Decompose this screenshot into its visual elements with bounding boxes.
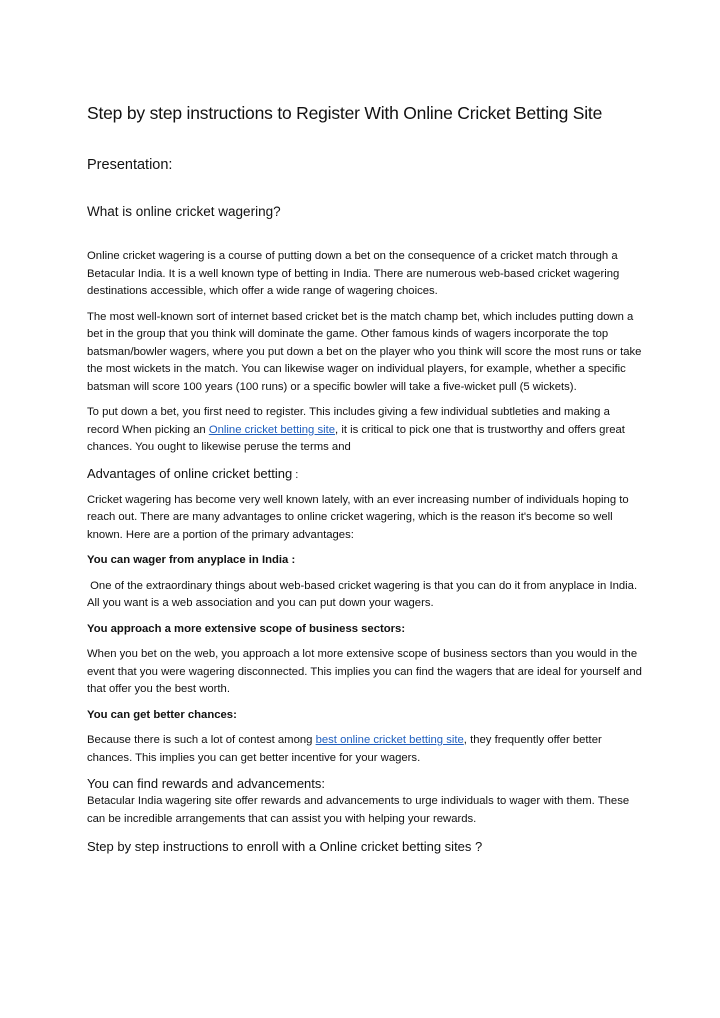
advantage-chances-heading: You can get better chances: bbox=[87, 708, 237, 721]
advantage-markets-heading: You approach a more extensive scope of business sectors: bbox=[87, 622, 406, 635]
advantage-anyplace-text: One of the extraordinary things about web-based cricket wagering is that you can do it from anyplace in India. All you want is a web association and you can put down your wagers. bbox=[87, 579, 640, 609]
register-text-before: To put down a bet, you first need to register. This includes giving a few individual subtleties and making a record When picking an bbox=[87, 406, 610, 436]
rewards-text: Betacular India wagering site offer rewards and advancements to urge individuals to wager with them. These can be incredible arrangements that can assist you with helping your rewards. bbox=[87, 795, 630, 825]
online-cricket-betting-site-link[interactable]: Online cricket betting site bbox=[208, 423, 336, 436]
document-title: Step by step instructions to Register With Online Cricket Betting Site bbox=[87, 103, 603, 123]
advantage-markets-text: When you bet on the web, you approach a lot more extensive scope of business sectors than you would in the event that you were wagering disconnected. This implies you can find the wagers that are ideal for yourself and that offer you the best worth. bbox=[87, 648, 642, 695]
bet-types-paragraph: The most well-known sort of internet based cricket bet is the match champ bet, which includes putting down a bet in the group that you think will dominate the game. Other famous kinds of wagers incorporate the top batsman/bowler wagers, where you put down a bet on the player who you think will score the most runs or take the most wickets in the match. You can likewise wager on individual players, for example, whether a specific batsman will score 100 years (100 runs) or a specific bowler will take a five-wicket pull (5 wickets). bbox=[87, 310, 642, 393]
advantages-heading-text: Advantages of online cricket betting bbox=[87, 465, 293, 481]
chances-text-before: Because there is such a lot of contest among bbox=[87, 734, 316, 746]
presentation-heading: Presentation: bbox=[87, 157, 173, 173]
advantages-intro: Cricket wagering has become very well known lately, with an ever increasing number of individuals hoping to reach out. There are many advantages to online cricket wagering, which is the reason it's become so well known. Here are a portion of the primary advantages: bbox=[87, 493, 629, 541]
chances-text-after: , they frequently offer better chances. This implies you can get better incentive for your wagers. bbox=[87, 734, 602, 764]
advantages-heading-colon: : bbox=[292, 468, 299, 481]
document-body bbox=[87, 248, 642, 856]
register-text-after: , it is critical to pick one that is trustworthy and offers great chances. You ought to likewise peruse the terms and bbox=[87, 423, 625, 453]
best-online-cricket-betting-site-link[interactable]: best online cricket betting site bbox=[315, 734, 464, 746]
rewards-heading: You can find rewards and advancements: bbox=[87, 776, 326, 791]
advantage-chances-text bbox=[87, 732, 642, 767]
what-is-heading: What is online cricket wagering? bbox=[87, 204, 281, 219]
register-paragraph bbox=[87, 404, 642, 457]
intro-paragraph: Online cricket wagering is a course of putting down a bet on the consequence of a cricket match through a Betacular India. It is a well known type of betting in India. There are numerous web-based cricket wagering destinations accessible, which offer a wide range of wagering choices. bbox=[87, 250, 620, 297]
advantages-heading bbox=[87, 465, 642, 484]
advantage-anyplace-heading: You can wager from anyplace in India : bbox=[87, 554, 296, 566]
enroll-heading: Step by step instructions to enroll with a Online cricket betting sites ? bbox=[87, 839, 483, 854]
